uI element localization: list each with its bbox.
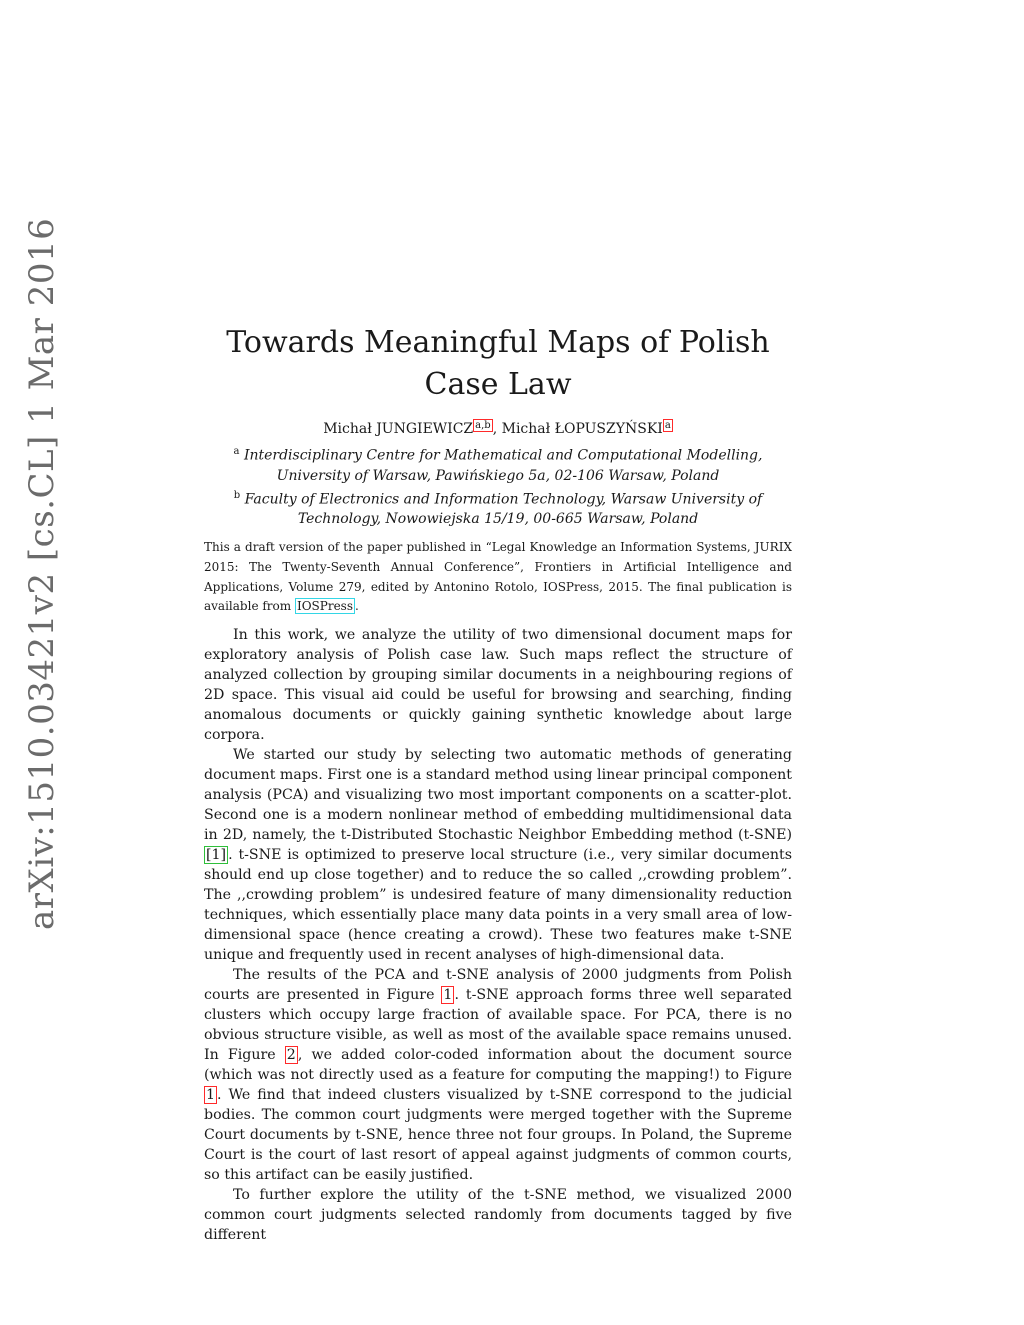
affiliation-link[interactable]: a,b <box>475 420 491 431</box>
figure-link[interactable]: 1 <box>443 987 453 1003</box>
affiliation-text: Faculty of Electronics and Information Technology, Warsaw University of <box>244 491 763 508</box>
draft-note-end: . <box>354 599 359 614</box>
paper-title-line1: Towards Meaningful Maps of Polish <box>226 325 770 361</box>
iospress-link[interactable]: IOSPress <box>296 599 353 614</box>
affiliations <box>204 442 792 529</box>
figure-link[interactable]: 2 <box>286 1047 296 1063</box>
paragraph-text: , we added color-coded information about the document source (which was not directly used as a feature for computing the mapping!) to Figure <box>204 1047 792 1083</box>
affiliation-b <box>204 486 792 510</box>
paragraph-text: . t-SNE approach forms three well separated clusters which occupy large fraction of available space. For PCA, there is no obvious structure visible, as well as most of the available space remains unused. In Figure <box>204 987 792 1063</box>
author-name: Michał JUNGIEWICZ <box>323 421 474 437</box>
draft-note-text: This a draft version of the paper published in “Legal Knowledge an Information Systems, JURIX 2015: The Twenty-Seventh Annual Conference”, Frontiers in Artificial Intelligence and Applications, Volume 279, edited by Antonino Rotolo, IOSPress, 2015. The final publication is available from <box>204 540 792 614</box>
figure-link[interactable]: 1 <box>206 1087 216 1103</box>
paragraph <box>204 965 792 1185</box>
affiliation-a <box>204 442 792 466</box>
paragraph: To further explore the utility of the t-SNE method, we visualized 2000 common court judgments selected randomly from documents tagged by five different <box>204 1187 792 1243</box>
draft-note <box>204 538 792 617</box>
paper-title-line2: Case Law <box>424 367 572 403</box>
body-text <box>204 625 792 1245</box>
citation-link[interactable]: [1] <box>206 847 227 863</box>
arxiv-identifier-stamp: arXiv:1510.03421v2 [cs.CL] 1 Mar 2016 <box>22 217 62 930</box>
affiliation-text: University of Warsaw, Pawińskiego 5a, 02-106 Warsaw, Poland <box>276 467 720 484</box>
affiliation-link[interactable]: a <box>664 420 671 431</box>
author-name: Michał ŁOPUSZYŃSKI <box>501 421 663 437</box>
paragraph-text: . We find that indeed clusters visualized by t-SNE correspond to the judicial bodies. The common court judgments were merged together with the Supreme Court documents by t-SNE, hence three not four groups. In Poland, the Supreme Court is the court of last resort of appeal against judgments of common courts, so this artifact can be easily justified. <box>204 1087 792 1183</box>
paragraph-text: The results of the PCA and t-SNE analysis of 2000 judgments from Polish courts are presented in Figure <box>204 967 792 1003</box>
paragraph <box>204 745 792 965</box>
affiliation-mark: b <box>233 489 241 501</box>
paper-title <box>204 322 792 406</box>
affiliation-mark: a <box>233 446 240 457</box>
author-separator: , <box>492 421 502 437</box>
affiliation-text: Technology, Nowowiejska 15/19, 00-665 Warsaw, Poland <box>297 511 699 528</box>
author-list <box>204 419 792 439</box>
paragraph: In this work, we analyze the utility of two dimensional document maps for exploratory analysis of Polish case law. Such maps reflect the structure of analyzed collection by grouping similar documents in a neighbouring regions of 2D space. This visual aid could be useful for browsing and searching, finding anomalous documents or quickly gaining synthetic knowledge about large corpora. <box>204 627 792 743</box>
paragraph-text: We started our study by selecting two automatic methods of generating document maps. First one is a standard method using linear principal component analysis (PCA) and visualizing two most important components on a scatter-plot. Second one is a modern nonlinear method of embedding multidimensional data in 2D, namely, the t-Distributed Stochastic Neighbor Embedding method (t-SNE) <box>204 747 792 843</box>
paragraph-text: . t-SNE is optimized to preserve local structure (i.e., very similar documents should end up close together) and to reduce the so called ,,crowding problem”. The ,,crowding problem” is undesired feature of many dimensionality reduction techniques, which essentially place many data points in a very small area of low-dimensional space (hence creating a crowd). These two features make t-SNE unique and frequently used in recent analyses of high-dimensional data. <box>204 847 792 963</box>
affiliation-text: Interdisciplinary Centre for Mathematical and Computational Modelling, <box>243 447 763 464</box>
